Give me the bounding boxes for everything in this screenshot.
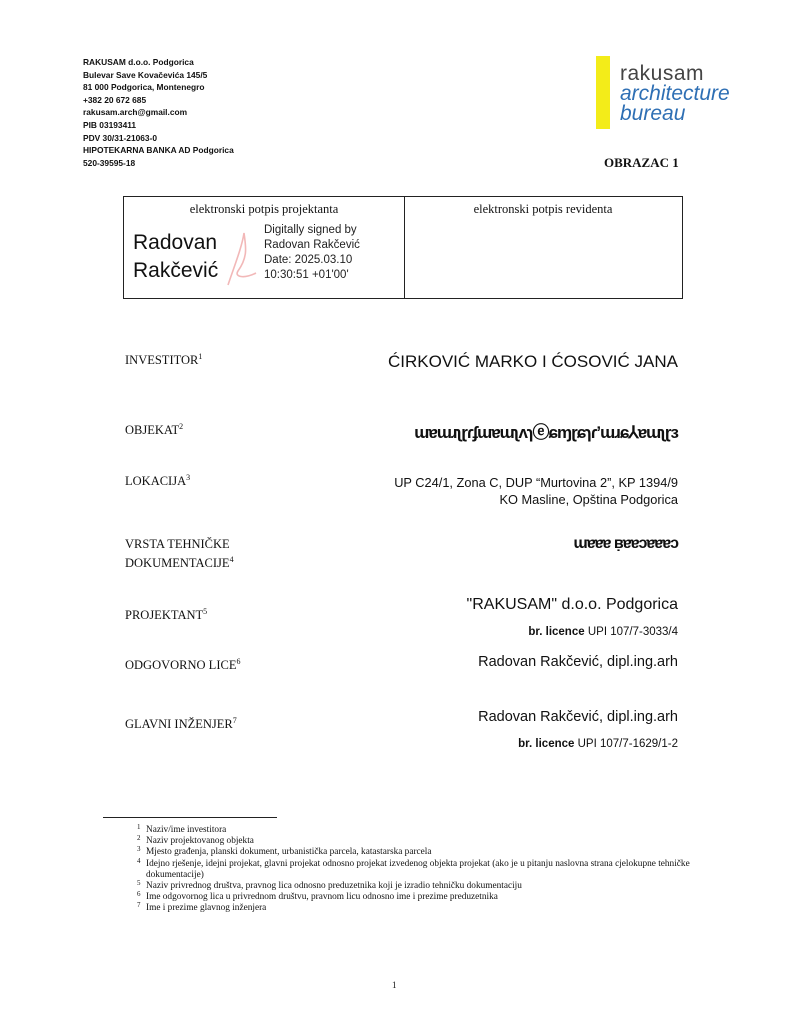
footnote-text: Mjesto građenja, planski dokument, urbanistička parcela, katastarska parcela — [146, 847, 432, 858]
footnote-number: 2 — [137, 834, 141, 843]
designer-signature-cell — [124, 197, 405, 298]
logo-line-2: architecture — [620, 82, 730, 105]
company-info — [83, 56, 234, 169]
logo-line-1: rakusam — [620, 62, 705, 85]
lokacija-value — [394, 474, 678, 508]
footnotes — [138, 825, 698, 915]
license-label: br. licence — [518, 738, 575, 750]
investitor-label-text: INVESTITOR — [125, 353, 199, 368]
vrsta-value: ɯɐɐɐ ʙ̣ɐɐɔɐɐɐɔ — [573, 535, 678, 552]
footnote-ref: 2 — [179, 422, 184, 431]
objekat-label — [125, 422, 183, 438]
projektant-license — [528, 626, 678, 638]
footnote — [138, 847, 698, 858]
license-value: UPI 107/7-1629/1-2 — [577, 738, 678, 750]
footnote-number: 1 — [137, 823, 141, 831]
company-line: 520-39595-18 — [83, 157, 136, 168]
footnote-text: Ime odgovornog lica u privrednom društvu, pravnom licu odnosno ime i prezime preduzetnika — [146, 892, 498, 903]
footnote-number: 4 — [137, 856, 141, 865]
footnote-ref: 4 — [229, 555, 234, 564]
logo — [620, 64, 730, 124]
odgovorno-lice-value: Radovan Rakčević, dipl.ing.arh — [478, 654, 678, 670]
odgovorno-lice-label-text: ODGOVORNO LICE — [125, 658, 237, 673]
footnote-ref: 3 — [186, 473, 191, 482]
signature-detail-line: Radovan Rakčević — [264, 239, 360, 251]
investitor-label — [125, 352, 202, 368]
glavni-inzenjer-license — [518, 738, 678, 750]
glavni-inzenjer-label — [125, 716, 237, 732]
footnote-ref: 1 — [198, 352, 203, 361]
projektant-value: "RAKUSAM" d.o.o. Podgorica — [466, 596, 678, 613]
signer-name-line: Rakčević — [133, 259, 219, 282]
vrsta-label — [125, 537, 234, 571]
footnote-text: Ime i prezime glavnog inženjera — [146, 903, 267, 914]
footnote-text: Naziv/ime investitora — [146, 825, 227, 835]
signer-name-line: Radovan — [133, 231, 218, 254]
logo-bar — [596, 56, 610, 129]
license-label: br. licence — [528, 626, 585, 638]
signature-table — [123, 196, 683, 299]
footnote — [138, 836, 698, 847]
footnote-ref: 5 — [203, 607, 208, 616]
glavni-inzenjer-label-text: GLAVNI INŽENJER — [125, 717, 233, 732]
form-number: OBRAZAC 1 — [604, 155, 679, 170]
footnote — [138, 825, 698, 836]
footnote-ref: 6 — [236, 657, 241, 666]
reviewer-signature-cell — [404, 197, 682, 298]
signer-name — [133, 229, 218, 285]
company-line: Bulevar Save Kovačevića 145/5 — [83, 69, 208, 80]
projektant-label-text: PROJEKTANT — [125, 608, 204, 623]
glavni-inzenjer-value: Radovan Rakčević, dipl.ing.arh — [478, 709, 678, 725]
company-line: HIPOTEKARNA BANKA AD Podgorica — [83, 145, 234, 156]
company-line: 81 000 Podgorica, Montenegro — [83, 82, 205, 93]
vrsta-label-line: DOKUMENTACIJE — [125, 556, 230, 571]
company-line: +382 20 672 685 — [83, 94, 147, 105]
logo-line-3: bureau — [620, 102, 686, 125]
designer-signature-header: elektronski potpis projektanta — [189, 202, 339, 216]
footnote — [138, 892, 698, 903]
company-line: rakusam.arch@gmail.com — [83, 107, 188, 118]
signature-detail-line: 10:30:51 +01'00' — [264, 269, 349, 281]
odgovorno-lice-label — [125, 657, 240, 673]
signature-detail-line: Digitally signed by — [264, 224, 357, 236]
company-line: PDV 30/31-21063-0 — [83, 132, 158, 143]
reviewer-signature-header: elektronski potpis revidenta — [473, 202, 613, 216]
lokacija-value-line: UP C24/1, Zona C, DUP “Murtovina 2”, KP 1394/9 — [394, 475, 678, 490]
projektant-label — [125, 607, 207, 623]
footnote — [137, 856, 698, 881]
license-value: UPI 107/7-3033/4 — [587, 626, 678, 638]
page-number: 1 — [392, 980, 397, 990]
lokacija-label — [125, 473, 190, 489]
company-line: RAKUSAM d.o.o. Podgorica — [83, 57, 194, 67]
footnote-text: Naziv projektovanog objekta — [146, 836, 254, 847]
objekat-value: ɯɐɯɹʅɽɾʄɯɐɯʅʌɿⓔɕɱɽɕɿɾʼɯɹɕ⅄ɐɯʅɽɜ — [414, 423, 678, 442]
footnote-divider — [103, 817, 277, 818]
investitor-value: ĆIRKOVIĆ MARKO I ĆOSOVIĆ JANA — [388, 352, 678, 371]
objekat-label-text: OBJEKAT — [125, 423, 180, 438]
footnote-text: Naziv privrednog društva, pravnog lica odnosno preduzetnika koji je izradio tehničku dokumentaciju — [146, 881, 522, 892]
footnote-number: 3 — [137, 845, 141, 854]
signature-mark-icon — [224, 227, 260, 289]
vrsta-label-line: VRSTA TEHNIČKE — [125, 537, 230, 551]
footnote — [138, 903, 698, 914]
footnote-text: Idejno rješenje, idejni projekat, glavni projekat odnosno projekat izvedenog objekta projekat (ako je u pitanju naslovna strana cjelokupne tehničke dokumentacije) — [146, 858, 690, 880]
lokacija-label-text: LOKACIJA — [125, 474, 187, 489]
lokacija-value-line: KO Masline, Opština Podgorica — [499, 492, 678, 507]
signature-details — [264, 223, 360, 283]
footnote-ref: 7 — [232, 716, 237, 725]
footnote-number: 7 — [137, 901, 141, 910]
footnote-number: 6 — [137, 890, 141, 899]
footnote — [138, 881, 698, 892]
signature-detail-line: Date: 2025.03.10 — [264, 254, 353, 266]
footnote-number: 5 — [137, 879, 141, 888]
company-line: PIB 03193411 — [83, 119, 137, 130]
